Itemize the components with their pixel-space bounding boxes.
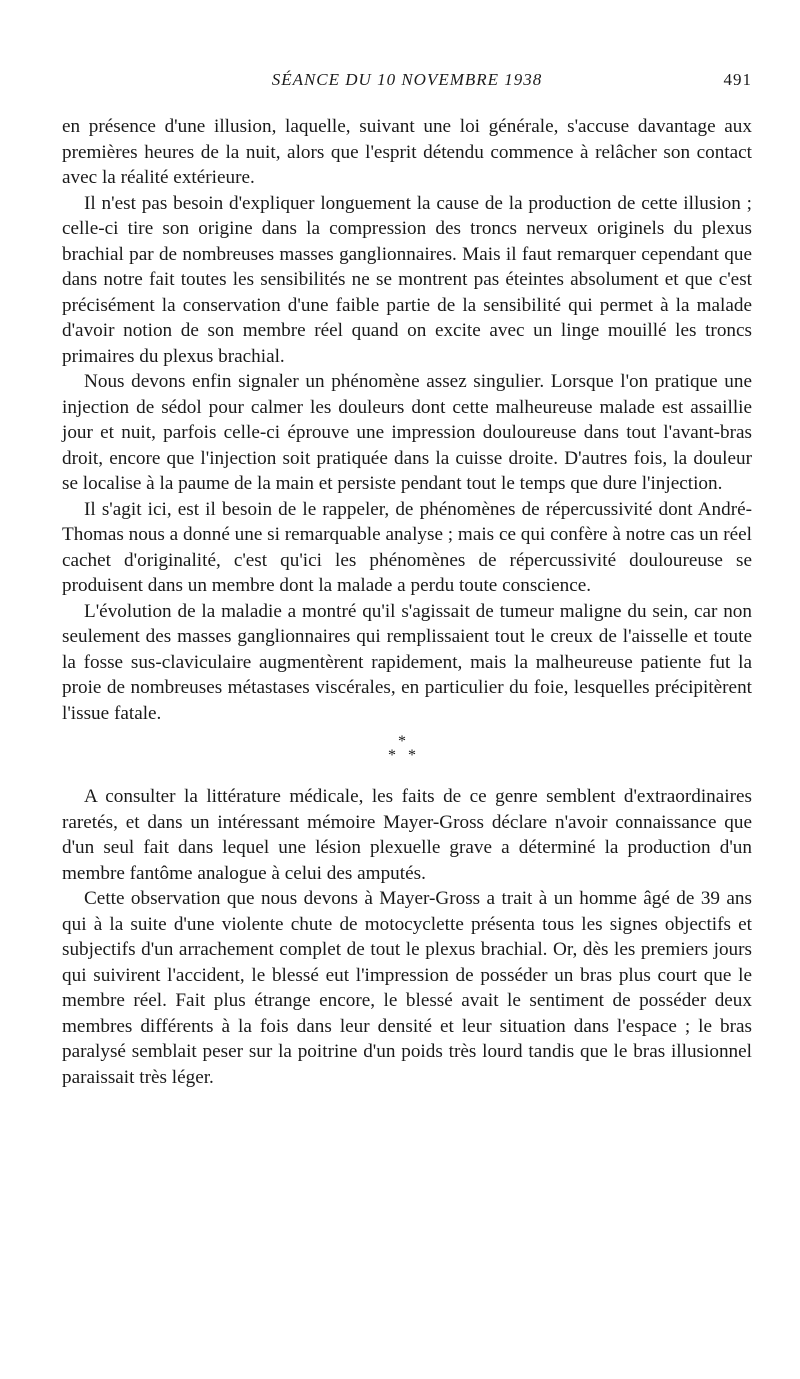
- paragraph: L'évolution de la maladie a montré qu'il s'agissait de tumeur maligne du sein, car non seulement des masses ganglionnaires qui remplissaient tout le creux de l'aisselle et toute la fosse sus-claviculaire augmentèrent rapidement, mais la malheureuse patiente fut la proie de nombreuses métastases viscérales, en particulier du foie, lesquelles précipitèrent l'issue fatale.: [62, 600, 752, 724]
- paragraph: Nous devons enfin signaler un phénomène assez singulier. Lorsque l'on pratique une injection de sédol pour calmer les douleurs dont cette malheureuse malade est assaillie jour et nuit, parfois celle-ci éprouve une impression douloureuse dans tout l'avant-bras droit, encore que l'injection soit pratiquée dans la cuisse droite. D'autres fois, la douleur se localise à la paume de la main et persiste pendant tout le temps que dure l'injection.: [62, 371, 752, 494]
- paragraph: Il n'est pas besoin d'expliquer longuement la cause de la production de cette illusion ; celle-ci tire son origine dans la compression des troncs nerveux originels du plexus brachial par de nombreuses masses ganglionnaires. Mais il faut remarquer cependant que dans notre fait toutes les sensibilités ne se montrent pas éteintes absolument et que c'est précisément la conservation d'une faible partie de la sensibilité qui permet à la malade d'avoir notion de son membre réel quand on excite avec un linge mouillé les troncs primaires du plexus brachial.: [62, 192, 752, 367]
- asterisk-right: *: [408, 747, 416, 764]
- paragraph: en présence d'une illusion, laquelle, suivant une loi générale, s'accuse davantage aux premières heures de la nuit, alors que l'esprit détendu commence à relâcher son contact avec la réalité extérieure.: [62, 116, 752, 188]
- section-break-asterism: [62, 726, 752, 784]
- paragraph: Cette observation que nous devons à Mayer-Gross a trait à un homme âgé de 39 ans qui à la suite d'une violente chute de motocyclette présenta tous les signes objectifs et subjectifs d'un arrachement complet de tout le plexus brachial. Or, dès les premiers jours qui suivirent l'accident, le blessé eut l'impression de posséder un bras plus court que le membre réel. Fait plus étrange encore, le blessé avait le sentiment de posséder deux membres différents à la fois dans leur densité et leur situation dans l'espace ; le bras paralysé semblait peser sur la poitrine d'un poids très lourd tandis que le bras illusionnel paraissait très léger.: [62, 888, 752, 1088]
- asterisk-left: *: [388, 747, 396, 764]
- running-title: SÉANCE DU 10 NOVEMBRE 1938: [271, 70, 543, 89]
- paragraph: Il s'agit ici, est il besoin de le rappeler, de phénomènes de répercussivité dont André-Thomas nous a donné une si remarquable analyse ; mais ce qui confère à notre cas un réel cachet d'originalité, c'est qu'ici les phénomènes de répercussivité douloureuse se produisent dans un membre dont la malade a perdu toute conscience.: [62, 498, 752, 596]
- book-page: [62, 70, 752, 1090]
- body-text: [62, 114, 752, 1090]
- paragraph: A consulter la littérature médicale, les faits de ce genre semblent d'extraordinaires raretés, et dans un intéressant mémoire Mayer-Gross déclare n'avoir connaissance que d'un seul fait dans lequel une lésion plexuelle grave a déterminé la production d'un membre fantôme analogue à celui des amputés.: [62, 786, 752, 884]
- asterisk-top: *: [398, 733, 406, 750]
- running-head: [62, 70, 752, 100]
- page-number: 491: [723, 70, 752, 89]
